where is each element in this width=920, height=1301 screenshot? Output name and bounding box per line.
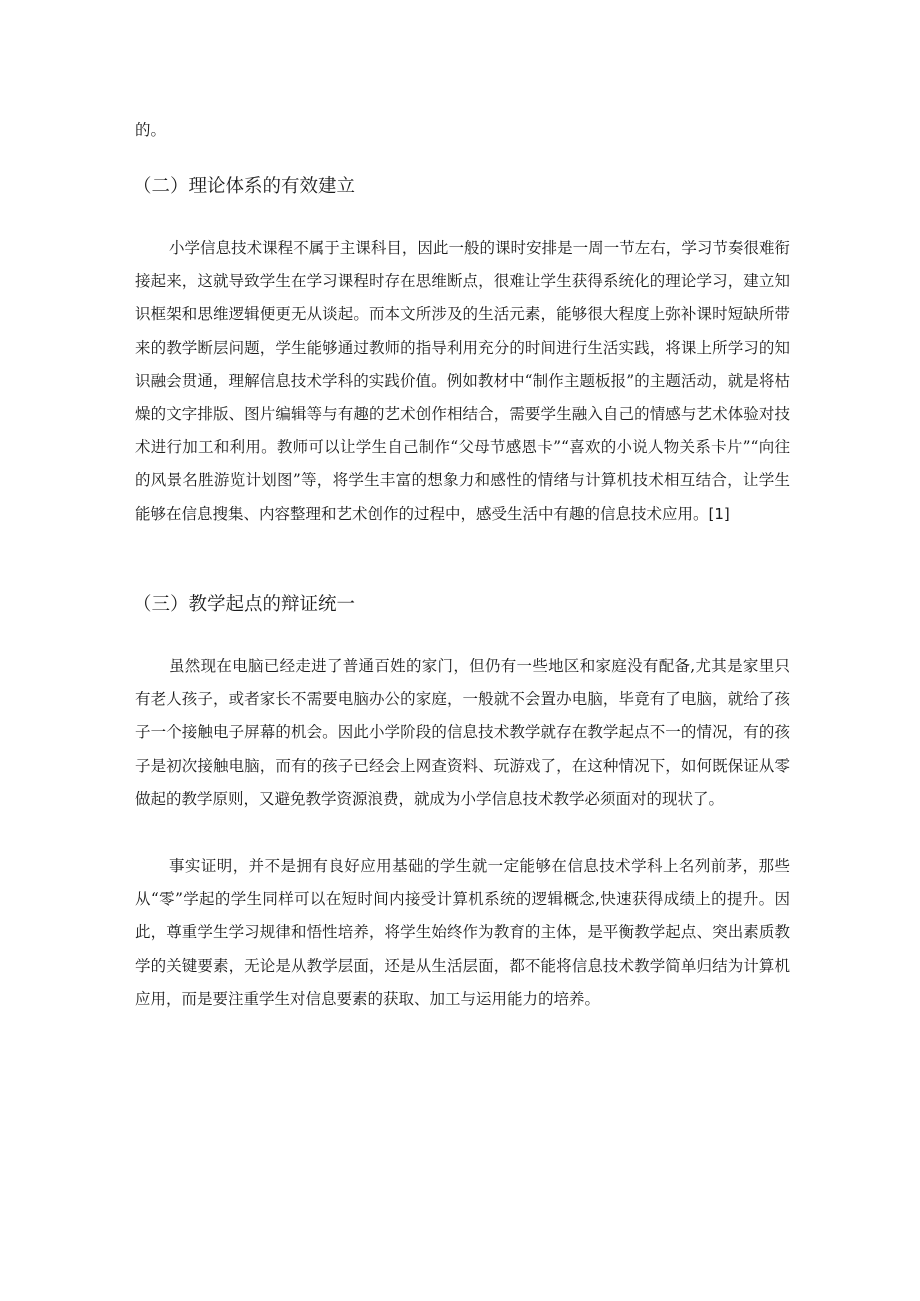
section-2-paragraph-1 [135, 232, 790, 531]
paragraph-text: 小学信息技术课程不属于主课科目，因此一般的课时安排是一周一节左右，学习节奏很难衔接起来，这就导致学生在学习课程时存在思维断点，很难让学生获得系统化的理论学习，建立知识框架和思维逻辑便更无从谈起。而本文所涉及的生活元素，能够很大程度上弥补课时短缺所带来的教学断层问题，学生能够通过教师的指导利用充分的时间进行生活实践，将课上所学习的知识融会贯通，理解信息技术学科的实践价值。例如教材中“制作主题板报”的主题活动，就是将枯燥的文字排版、图片编辑等与有趣的艺术创作相结合，需要学生融入自己的情感与艺术体验对技术进行加工和利用。教师可以让学生自己制作“父母节感恩卡”“喜欢的小说人物关系卡片”“向往的风景名胜游览计划图”等，将学生丰富的想象力和感性的情绪与计算机技术相互结合，让学生能够在信息搜集、内容整理和艺术创作的过程中，感受生活中有趣的信息技术应用。 [135, 239, 790, 523]
section-heading-3: （三）教学起点的辩证统一 [133, 594, 356, 615]
paragraph-text: 事实证明，并不是拥有良好应用基础的学生就一定能够在信息技术学科上名列前茅，那些从“零”学起的学生同样可以在短时间内接受计算机系统的逻辑概念,快速获得成绩上的提升。因此，尊重学生学习规律和悟性培养，将学生始终作为教育的主体，是平衡教学起点、突出素质教学的关键要素，无论是从教学层面，还是从生活层面，都不能将信息技术教学简单归结为计算机应用，而是要注重学生对信息要素的获取、加工与运用能力的培养。 [135, 857, 790, 1008]
paragraph-fragment [135, 114, 790, 147]
citation-marker[interactable]: [1] [708, 504, 730, 523]
paragraph-text: 虽然现在电脑已经走进了普通百姓的家门，但仍有一些地区和家庭没有配备,尤其是家里只有老人孩子，或者家长不需要电脑办公的家庭，一般就不会置办电脑，毕竟有了电脑，就给了孩子一个接触电子屏幕的机会。因此小学阶段的信息技术教学就存在教学起点不一的情况，有的孩子是初次接触电脑，而有的孩子已经会上网查资料、玩游戏了，在这种情况下，如何既保证从零做起的教学原则，又避免教学资源浪费，就成为小学信息技术教学必须面对的现状了。 [135, 657, 790, 808]
section-3-paragraph-2 [135, 850, 790, 1016]
section-3-paragraph-1 [135, 650, 790, 816]
fragment-text: 的。 [135, 121, 167, 139]
section-heading-2: （二）理论体系的有效建立 [133, 176, 356, 197]
